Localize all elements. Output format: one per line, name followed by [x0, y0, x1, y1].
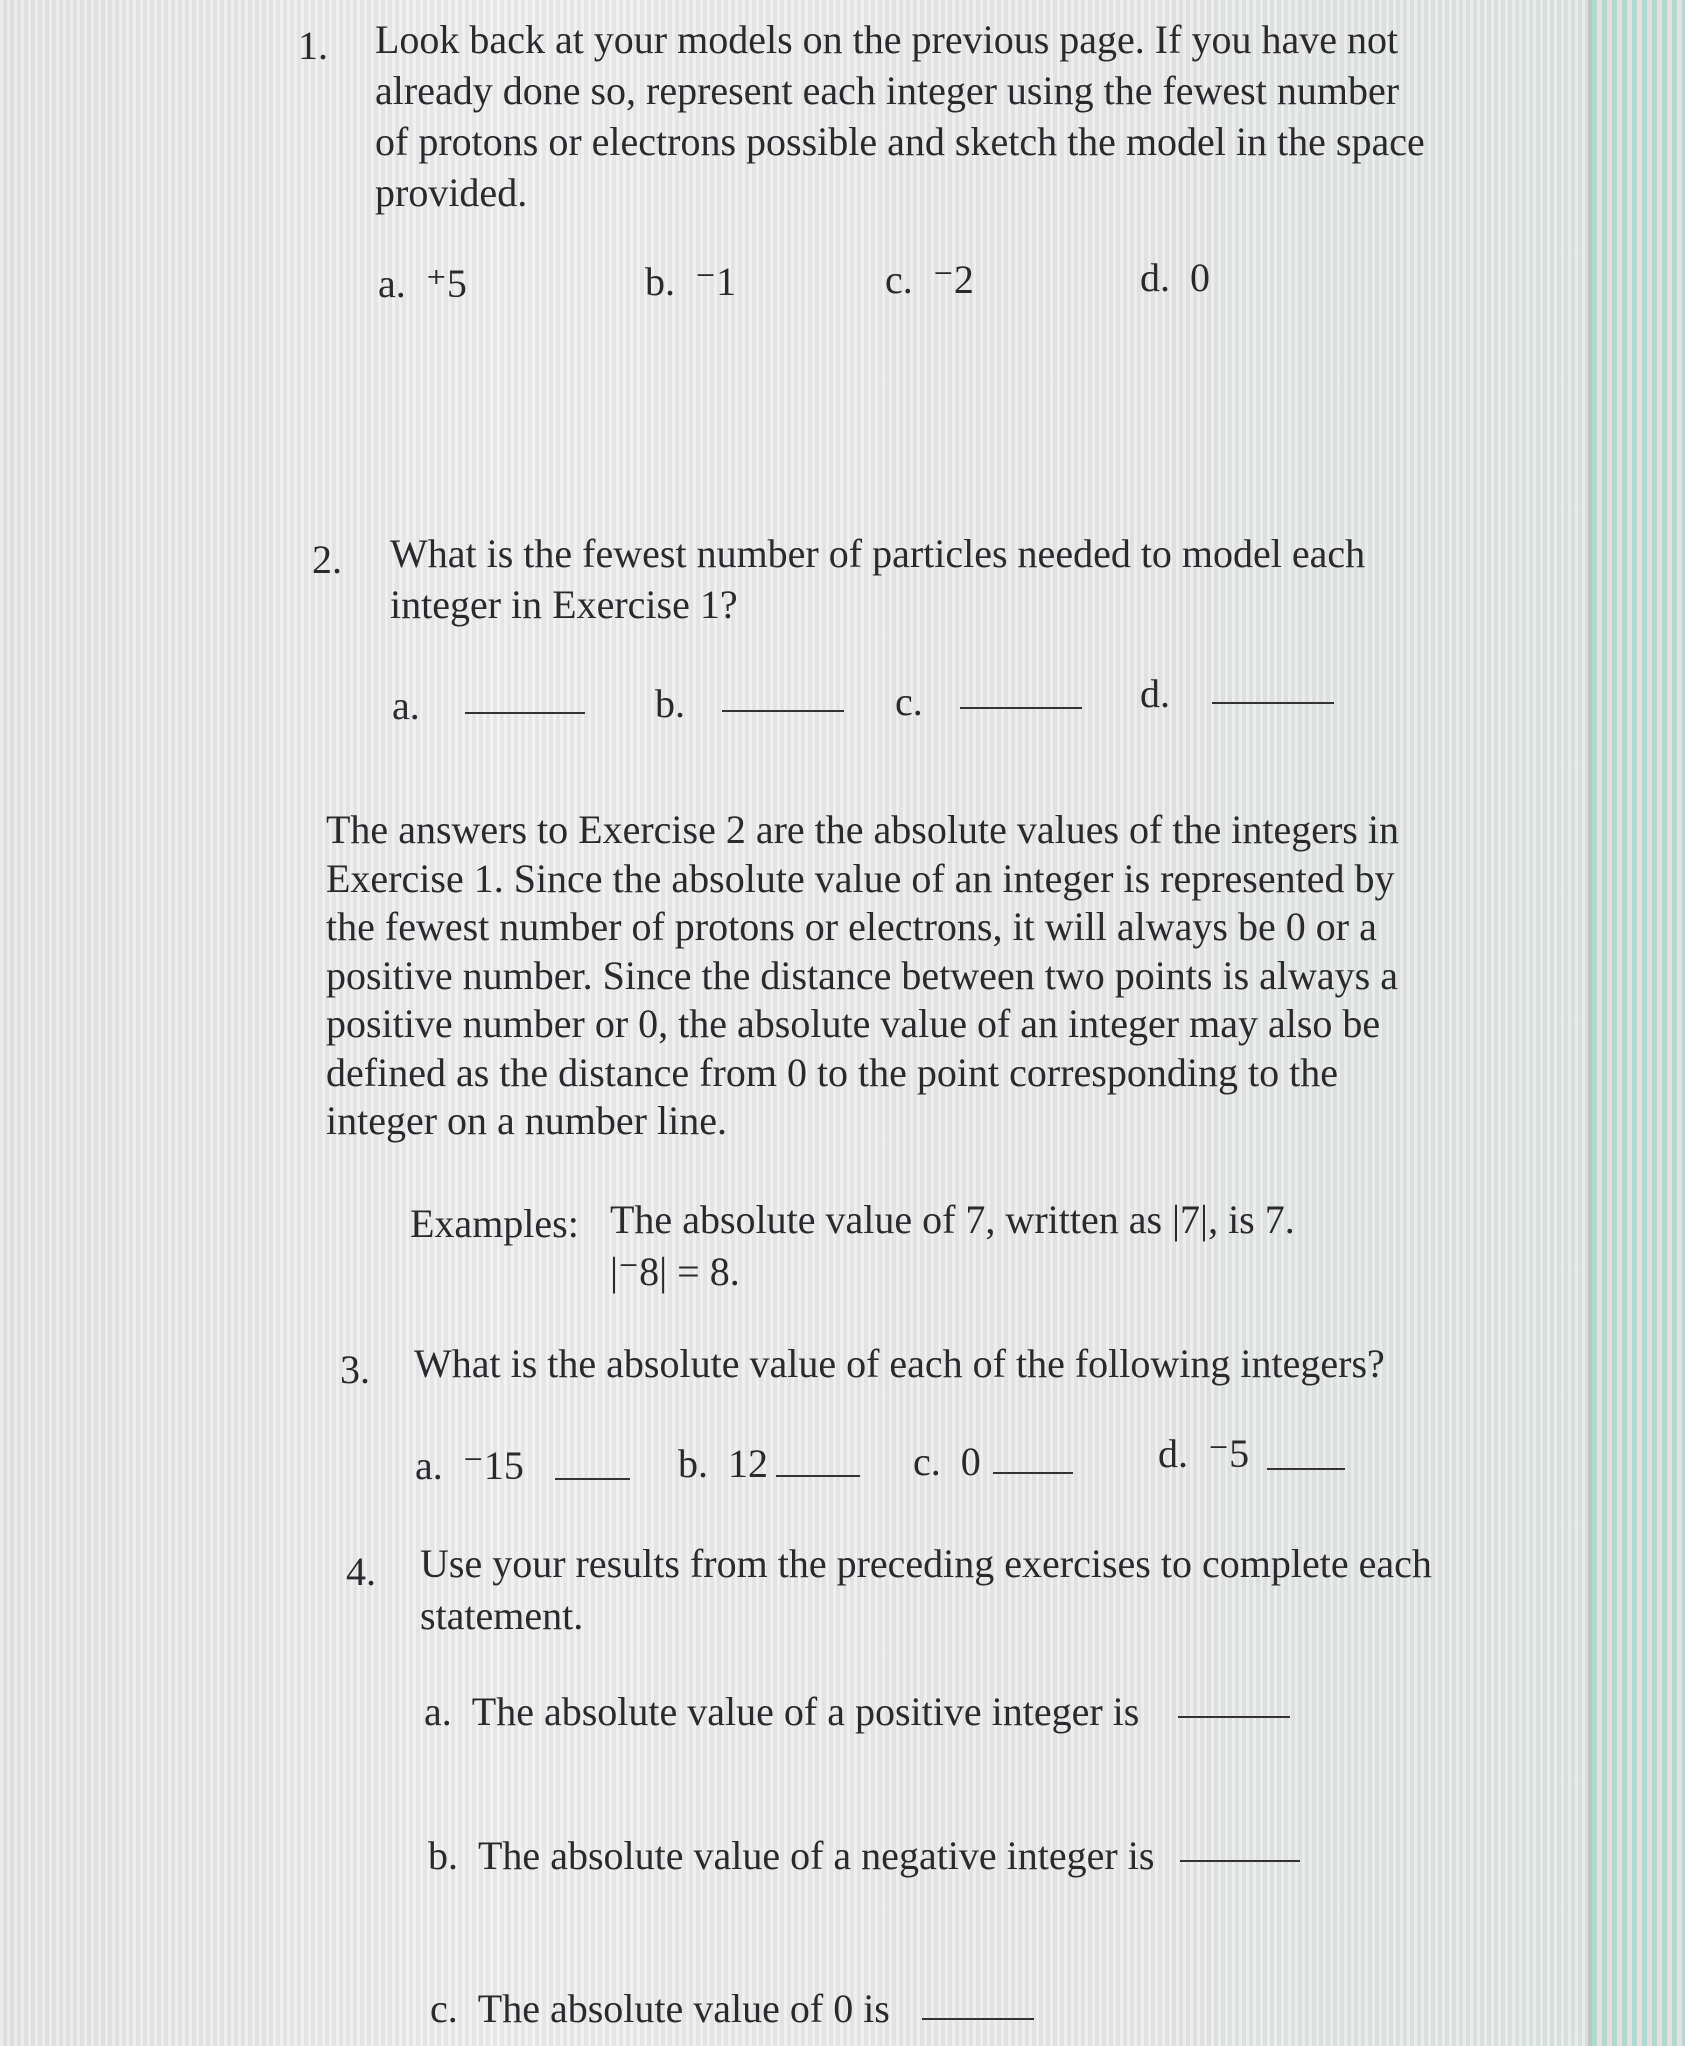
explanation-line: integer on a number line. — [326, 1098, 727, 1143]
examples-line-1: The absolute value of 7, written as |7|, is 7. — [610, 1197, 1295, 1242]
exercise-2-answer-blank-a[interactable] — [465, 712, 585, 714]
explanation-paragraph — [326, 806, 1566, 1146]
explanation-line: the fewest number of protons or electrons, it will always be 0 or a — [326, 904, 1377, 949]
exercise-2-number: 2. — [312, 537, 342, 582]
exercise-2-answer-blank-d[interactable] — [1212, 702, 1334, 704]
exercise-4-item-b: b. The absolute value of a negative integer is — [428, 1833, 1155, 1878]
exercise-1-line: of protons or electrons possible and sketch the model in the space — [375, 119, 1425, 164]
exercise-4-answer-blank-b[interactable] — [1180, 1860, 1300, 1862]
exercise-3-question: What is the absolute value of each of the following integers? — [414, 1341, 1385, 1386]
exercise-1-line: already done so, represent each integer using the fewest number — [375, 68, 1400, 113]
exercise-1-item-c: c. ⁻2 — [885, 257, 974, 302]
exercise-2-question — [390, 528, 1540, 630]
exercise-3-number: 3. — [340, 1347, 370, 1392]
exercise-2-answer-blank-c[interactable] — [960, 707, 1082, 709]
exercise-4-number: 4. — [346, 1549, 376, 1594]
explanation-line: The answers to Exercise 2 are the absolute values of the integers in — [326, 807, 1399, 852]
exercise-2-line: integer in Exercise 1? — [390, 582, 738, 627]
exercise-1-item-a: a. ⁺5 — [378, 261, 467, 306]
exercise-3-answer-blank-a[interactable] — [555, 1478, 630, 1480]
background-strip — [1592, 0, 1685, 2046]
explanation-line: positive number. Since the distance between two points is always a — [326, 952, 1398, 998]
exercise-3-answer-blank-c[interactable] — [993, 1472, 1073, 1474]
exercise-3-item-c: c. 0 — [913, 1439, 981, 1484]
exercise-4-answer-blank-a[interactable] — [1178, 1716, 1290, 1718]
explanation-line: positive number or 0, the absolute value of an integer may also be — [326, 1001, 1381, 1046]
exercise-3-item-b: b. 12 — [678, 1441, 768, 1486]
exercise-4-item-a: a. The absolute value of a positive integer is — [424, 1689, 1140, 1734]
exercise-3-item-d: d. ⁻5 — [1158, 1431, 1250, 1476]
examples-line-2: |⁻8| = 8. — [610, 1249, 740, 1294]
exercise-2-item-c: c. — [895, 679, 923, 724]
exercise-1-question — [375, 14, 1565, 218]
examples-label: Examples: — [410, 1201, 579, 1246]
explanation-line: Exercise 1. Since the absolute value of an integer is represented by — [326, 855, 1395, 901]
exercise-4-line: statement. — [420, 1593, 584, 1638]
explanation-line: defined as the distance from 0 to the point corresponding to the — [326, 1049, 1338, 1095]
exercise-4-item-c: c. The absolute value of 0 is — [430, 1986, 890, 2031]
exercise-1-line: provided. — [375, 170, 528, 215]
exercise-3-answer-blank-d[interactable] — [1267, 1468, 1345, 1470]
exercise-1-number: 1. — [298, 23, 328, 68]
exercise-1-line: Look back at your models on the previous page. If you have not — [375, 17, 1399, 62]
exercise-4-question — [420, 1538, 1570, 1642]
exercise-2-item-d: d. — [1140, 671, 1170, 716]
exercise-4-answer-blank-c[interactable] — [922, 2018, 1034, 2020]
exercise-1-item-d: d. 0 — [1140, 255, 1210, 300]
exercise-3-answer-blank-b[interactable] — [776, 1475, 860, 1477]
exercise-4-line: Use your results from the preceding exercises to complete each — [420, 1541, 1432, 1586]
exercise-1-item-b: b. ⁻1 — [645, 259, 737, 304]
exercise-3-item-a: a. ⁻15 — [415, 1443, 524, 1488]
exercise-2-answer-blank-b[interactable] — [722, 710, 844, 712]
exercise-2-line: What is the fewest number of particles needed to model each — [390, 531, 1366, 576]
exercise-2-item-b: b. — [655, 681, 685, 726]
exercise-2-item-a: a. — [392, 683, 420, 728]
